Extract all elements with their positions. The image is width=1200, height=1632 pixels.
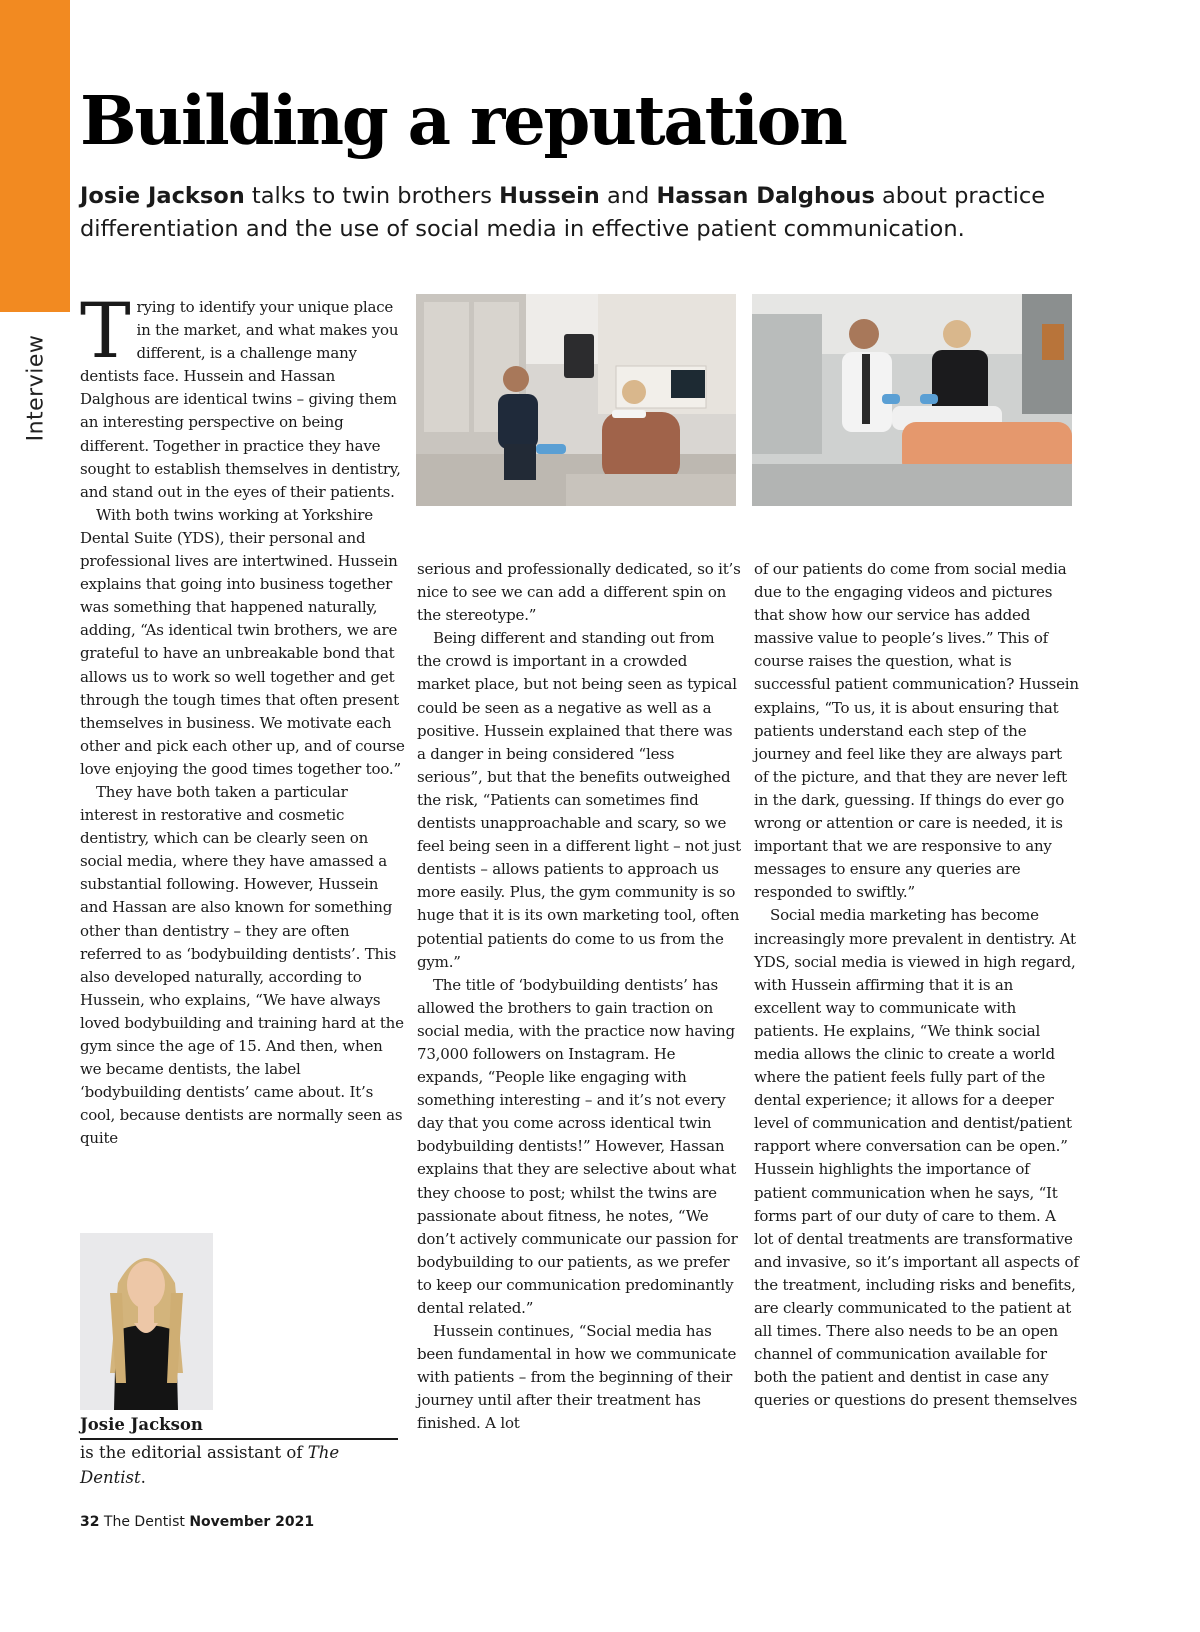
author-bio-suffix: . xyxy=(140,1468,146,1487)
article-paragraph: of our patients do come from social media due to the engaging videos and pictures that show how our service has added massive value to people’s lives.” This of course raises the question, what is successful patient communication? Hussein explains, “To us, it is about ensuring that patients understand each step of the journey and feel like they are always part of the picture, and that they are never left in the dark, guessing. If things do ever go wrong or attention or care is needed, it is important that we are responsive to any messages to ensure any queries are responded to swiftly.” xyxy=(754,560,1079,902)
section-label xyxy=(14,318,58,458)
standfirst-text-2: and xyxy=(599,183,657,209)
photo-dentist-with-patient xyxy=(416,294,736,506)
footer-issue-date: November 2021 xyxy=(189,1514,315,1530)
article-paragraph: They have both taken a particular interest in restorative and cosmetic dentistry, which can be clearly seen on social media, where they have amassed a substantial following. However, Hussein and Hassan are also known for something other than dentistry – they are often referred to as ‘bodybuilding dentists’. This also developed naturally, according to Hussein, who explains, “We have always loved bodybuilding and training hard at the gym since the age of 15. And then, when we became dentists, the label ‘bodybuilding dentists’ came about. It’s cool, because dentists are normally seen as quite xyxy=(80,782,404,1148)
article-paragraph: The title of ‘bodybuilding dentists’ has allowed the brothers to gain traction on social media, with the practice now having 73,000 followers on Instagram. He expands, “People like engaging with something interesting – and it’s not every day that you come across identical twin bodybuilding dentists!” However, Hassan explains that they are selective about what they choose to post; whilst the twins are passionate about fitness, he notes, “We don’t actively communicate our passion for bodybuilding to our patients, as we prefer to keep our communication predominantly dental related.” xyxy=(417,975,738,1317)
photo-dental-treatment xyxy=(752,294,1072,506)
section-color-tab xyxy=(0,0,70,312)
section-label-text: Interview xyxy=(23,334,49,442)
article-paragraph: Hussein continues, “Social media has been fundamental in how we communicate with patients – from the beginning of their journey until after their treatment has finished. A lot xyxy=(417,1322,737,1433)
article-column-2 xyxy=(417,558,742,1436)
article-column-1 xyxy=(80,286,405,1150)
page-number: 32 xyxy=(80,1514,100,1530)
author-bio-publication: The Dentist xyxy=(80,1443,340,1487)
standfirst-author: Josie Jackson xyxy=(80,183,245,209)
standfirst-name-1: Hussein xyxy=(499,183,600,209)
author-bio xyxy=(80,1440,398,1490)
article-paragraph: serious and professionally dedicated, so it’s nice to see we can add a different spin on the stereotype.” xyxy=(417,560,741,625)
article-paragraph xyxy=(80,286,405,504)
article-paragraph: With both twins working at Yorkshire Dental Suite (YDS), their personal and professional lives are intertwined. Hussein explains that going into business together was something that happened naturally, adding, “As identical twin brothers, we are grateful to have an unbreakable bond that allows us to work so well together and get through the tough times that often present themselves in business. We motivate each other and pick each other up, and of course love enjoying the good times together too.” xyxy=(80,505,405,778)
article-paragraph: Being different and standing out from the crowd is important in a crowded market place, but not being seen as typical could be seen as a negative as well as a positive. Hussein explained that there was a danger in being considered “less serious”, but that the benefits outweighed the risk, “Patients can sometimes find dentists unapproachable and scary, so we feel being seen in a different light – not just dentists – allows patients to approach us more easily. Plus, the gym community is so huge that it is its own marketing tool, often potential patients do come to us from the gym.” xyxy=(417,629,741,971)
standfirst-text-1: talks to twin brothers xyxy=(244,183,500,209)
article-headline: Building a reputation xyxy=(80,81,846,160)
drop-cap: T xyxy=(80,286,131,375)
author-photo xyxy=(80,1233,213,1410)
author-bio-prefix: is the editorial assistant of xyxy=(80,1443,308,1462)
paragraph-text: rying to identify your unique place in the market, and what makes you different, is a challenge many dentists face. Hussein and Hassan Dalghous are identical twins – giving them an interesting perspective on being different. Together in practice they have sought to establish themselves in dentistry, and stand out in the eyes of their patients. xyxy=(80,298,401,501)
standfirst-text-3: about practice differentiation and the use of social media in effective patient communication. xyxy=(80,183,1046,242)
page-footer xyxy=(80,1512,680,1532)
article-standfirst xyxy=(80,180,1160,246)
standfirst-name-2: Hassan Dalghous xyxy=(656,183,875,209)
footer-publication: The Dentist xyxy=(99,1514,190,1530)
article-paragraph: Social media marketing has become increasingly more prevalent in dentistry. At YDS, social media is viewed in high regard, with Hussein affirming that it is an excellent way to communicate with patients. He explains, “We think social media allows the clinic to create a world where the patient feels fully part of the dental experience; it allows for a deeper level of communication and dentist/patient rapport where conversation can be open.” Hussein highlights the importance of patient communication when he says, “It forms part of our duty of care to them. A lot of dental treatments are transformative and invasive, so it’s important all aspects of the treatment, including risks and benefits, are clearly communicated to the patient at all times. There also needs to be an open channel of communication available for both the patient and dentist in case any queries or questions do present themselves xyxy=(754,906,1079,1410)
author-name: Josie Jackson xyxy=(80,1414,398,1440)
article-column-3 xyxy=(754,558,1079,1412)
